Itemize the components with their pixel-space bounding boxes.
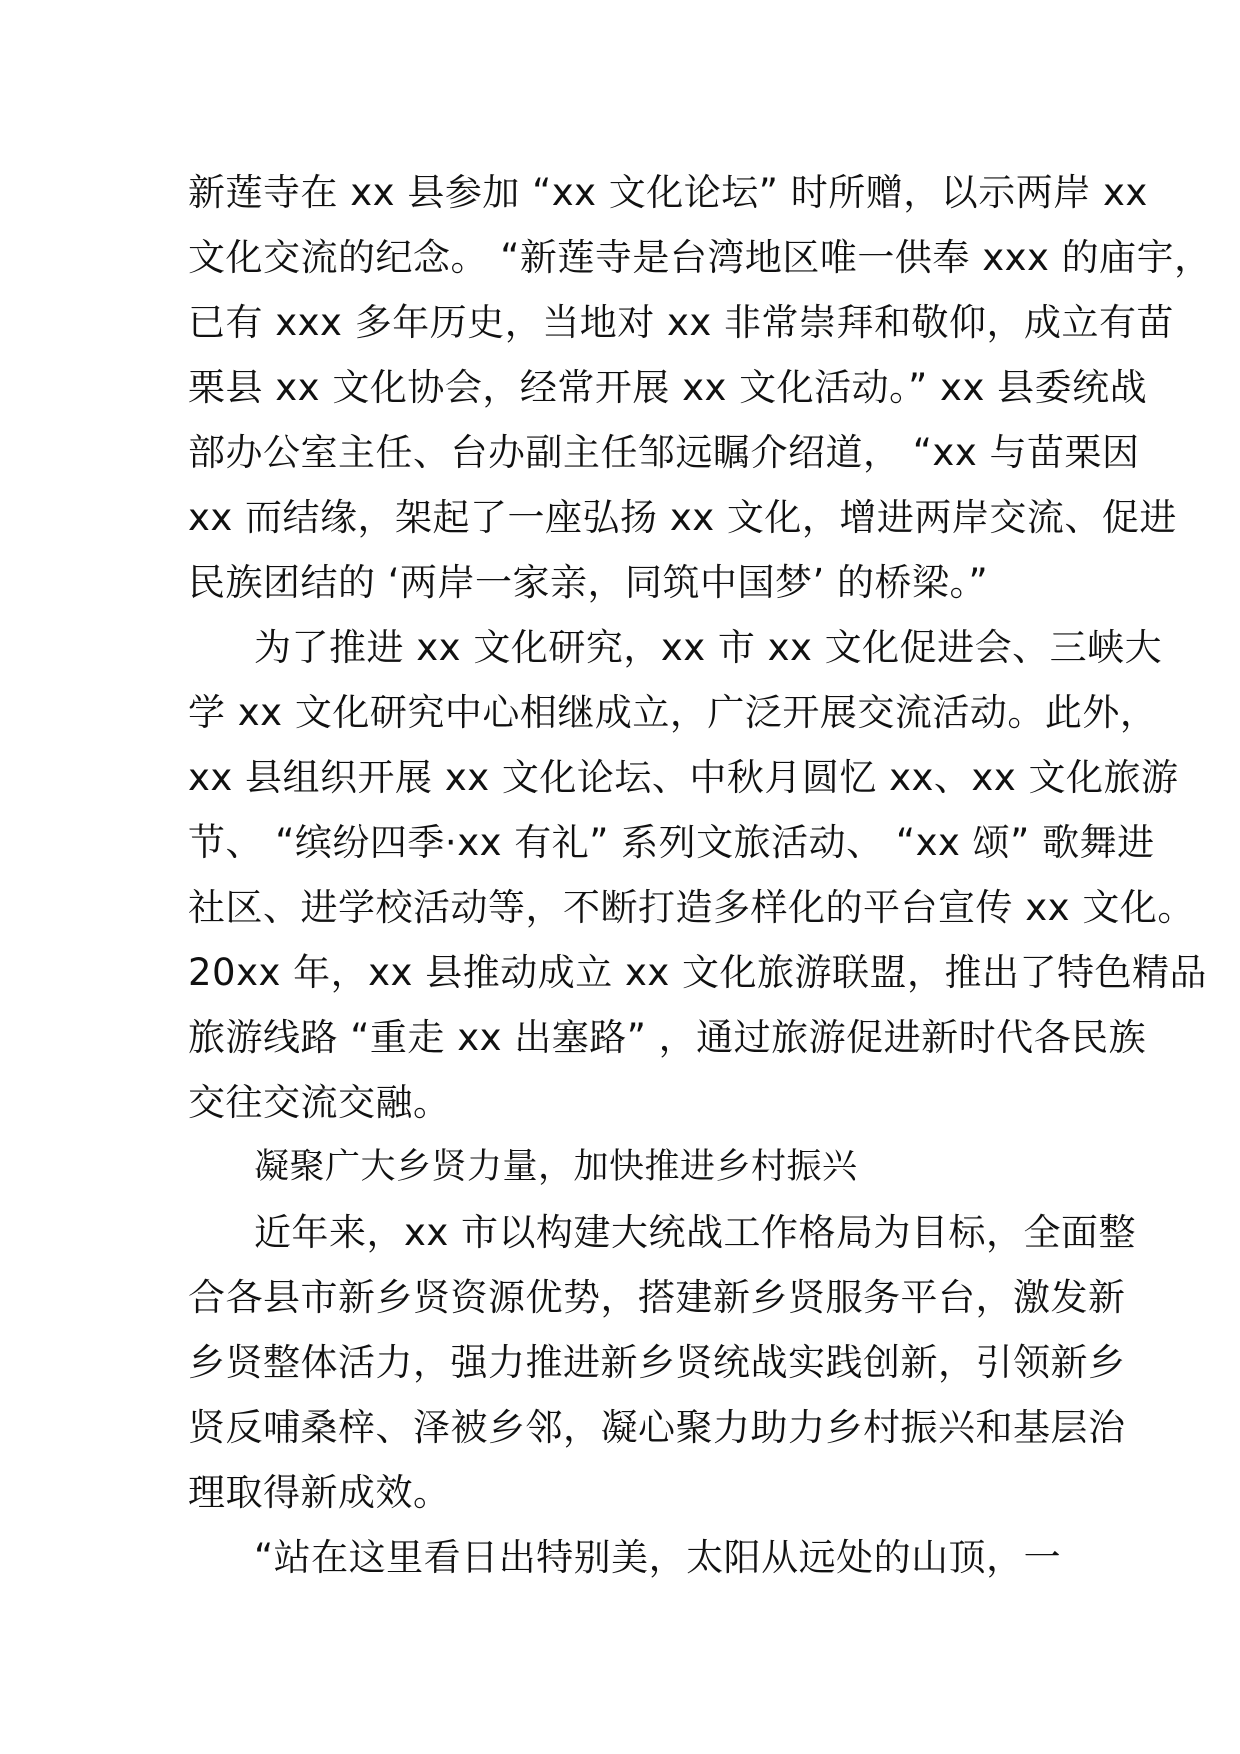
text-line: 新莲寺在 xx 县参加 “xx 文化论坛” 时所赠，以示两岸 xx <box>188 171 1148 214</box>
text-line: 部办公室主任、台办副主任邹远瞩介绍道， “xx 与苗栗因 <box>188 431 1140 474</box>
text-line: 乡贤整体活力，强力推进新乡贤统战实践创新，引领新乡 <box>188 1341 1126 1384</box>
text-line: 贤反哺桑梓、泽被乡邻，凝心聚力助力乡村振兴和基层治 <box>188 1406 1126 1449</box>
text-line: xx 而结缘，架起了一座弘扬 xx 文化，增进两岸交流、促进 <box>188 496 1177 539</box>
document-body <box>188 160 1212 1590</box>
text-line: 旅游线路 “重走 xx 出塞路” ，通过旅游促进新时代各民族 <box>188 1016 1147 1059</box>
text-line: 栗县 xx 文化协会，经常开展 xx 文化活动。” xx 县委统战 <box>188 366 1148 409</box>
paragraph-first-line: 近年来，xx 市以构建大统战工作格局为目标，全面整 <box>254 1211 1137 1254</box>
text-line: 文化交流的纪念。 “新莲寺是台湾地区唯一供奉 xxx 的庙宇， <box>188 236 1212 279</box>
text-line: 合各县市新乡贤资源优势，搭建新乡贤服务平台，激发新 <box>188 1276 1126 1319</box>
paragraph-first-line: 为了推进 xx 文化研究，xx 市 xx 文化促进会、三峡大 <box>254 626 1163 669</box>
text-line: 社区、进学校活动等，不断打造多样化的平台宣传 xx 文化。 <box>188 886 1195 929</box>
text-line: 民族团结的 ‘两岸一家亲，同筑中国梦’ 的桥梁。” <box>188 561 989 604</box>
text-line: 交往交流交融。 <box>188 1081 451 1124</box>
section-heading: 凝聚广大乡贤力量，加快推进乡村振兴 <box>254 1147 858 1187</box>
text-line: 节、 “缤纷四季·xx 有礼” 系列文旅活动、 “xx 颂” 歌舞进 <box>188 821 1155 864</box>
text-line: xx 县组织开展 xx 文化论坛、中秋月圆忆 xx、xx 文化旅游 <box>188 756 1179 799</box>
text-line: 理取得新成效。 <box>188 1471 451 1514</box>
text-line: 20xx 年，xx 县推动成立 xx 文化旅游联盟，推出了特色精品 <box>188 951 1208 994</box>
text-line: 已有 xxx 多年历史，当地对 xx 非常崇拜和敬仰，成立有苗 <box>188 301 1175 344</box>
paragraph-first-line: “站在这里看日出特别美，太阳从远处的山顶，一 <box>254 1536 1062 1579</box>
text-line: 学 xx 文化研究中心相继成立，广泛开展交流活动。此外， <box>188 691 1158 734</box>
